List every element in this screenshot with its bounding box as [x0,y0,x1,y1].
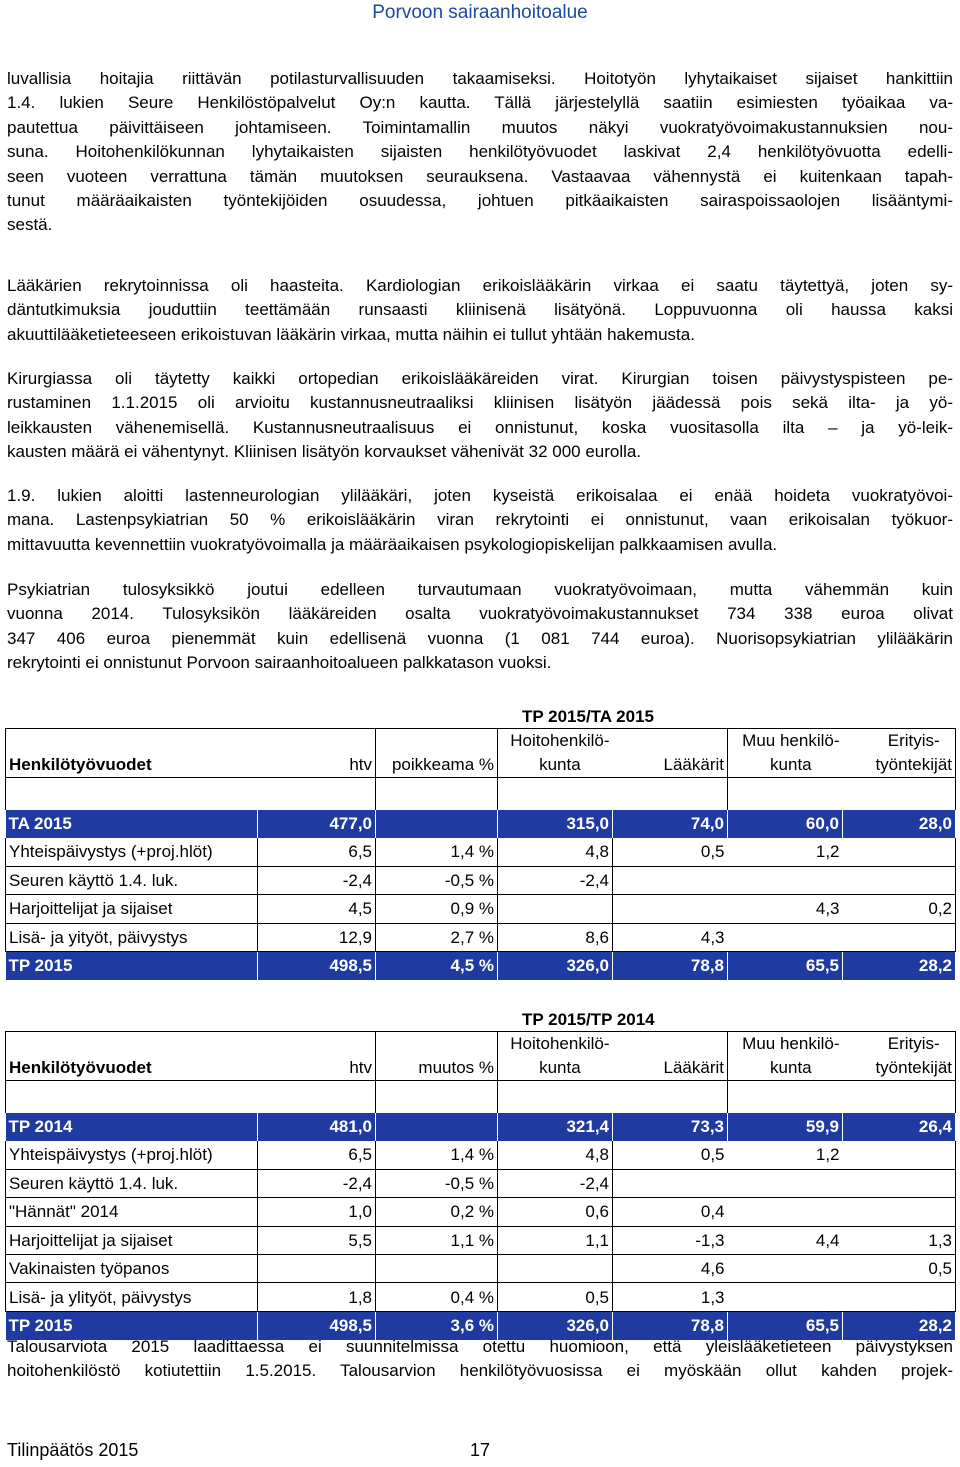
text-line: kausten määrä ei vähentynyt. Kliinisen lisätyön korvaukset vähenivät 32 000 eurolla. [7,442,642,462]
cell-value [376,810,498,838]
row-label: TP 2014 [6,1113,258,1141]
cell-value [376,1113,498,1141]
cell-value [498,1254,613,1282]
cell-value: 1,0 [258,1198,376,1226]
text-line: Lääkärien rekrytoinnissa oli haasteita. Kardiologian erikoislääkärin virkaa ei saatu täytettyä, joten sy- [7,276,953,295]
table-row [6,951,956,979]
cell-value [728,1169,843,1197]
cell-value: 315,0 [498,810,613,838]
cell-value [728,1198,843,1226]
text-line: hoitohenkilöstö kotiutettiin 1.5.2015. Talousarvion henkilötyövuosissa ei myöskään ollut kahden projek- [7,1361,953,1381]
text-line: 1.4. lukien Seure Henkilöstöpalvelut Oy:n kautta. Tällä järjestelyllä saatiin esimiesten työaikaa va- [7,93,953,113]
cell-value: 12,9 [258,923,376,951]
cell-value: 59,9 [728,1113,843,1141]
paragraph [7,67,953,238]
cell-value: 0,5 [843,1254,956,1282]
cell-value: 28,2 [843,1311,956,1339]
cell-value [728,866,843,894]
column-header: Erityis- työntekijät [875,731,952,774]
text-line: Psykiatrian tulosyksikkö joutui edelleen turvautumaan vuokratyövoimaan, mutta vähemmän kuin [7,580,953,599]
cell-value: -2,4 [258,1169,376,1197]
cell-value: -2,4 [498,1169,613,1197]
column-header: Erityis- työntekijät [875,1034,952,1077]
table2-title: TP 2015/TP 2014 [522,1010,655,1029]
text-line: pautettua päivittäiseen johtamiseen. Toimintamallin muutos näkyi vuokratyövoimakustannuksien nou- [7,117,953,137]
cell-value: -0,5 % [376,1169,498,1197]
cell-value: 60,0 [728,810,843,838]
table-tp2015-ta2015 [5,728,956,980]
table-row [6,838,956,866]
table1-title: TP 2015/TA 2015 [522,707,654,726]
row-label: Vakinaisten työpanos [6,1254,258,1282]
text-line: rekrytointi ei onnistunut Porvoon sairaanhoitoalueen palkkatason vuoksi. [7,653,552,673]
cell-value: 4,3 [613,923,728,951]
paragraph [7,578,953,676]
cell-value: 4,6 [613,1254,728,1282]
paragraph [7,367,953,465]
cell-value: 0,2 % [376,1198,498,1226]
cell-value [843,838,956,866]
row-label: TP 2015 [6,1311,258,1339]
cell-value: 1,2 [728,1141,843,1169]
table-row [6,1113,956,1141]
cell-value: 4,3 [728,895,843,923]
cell-value: 4,5 % [376,951,498,979]
text-line: leikkausten vähenemisellä. Kustannusneutraalisuus ei onnistunut, koska vuositasolla ilta – ja yö-leik- [7,417,953,437]
cell-value: 78,8 [613,1311,728,1339]
cell-value [728,1283,843,1311]
row-label: Harjoittelijat ja sijaiset [6,895,258,923]
cell-value: 3,6 % [376,1311,498,1339]
cell-value [843,923,956,951]
cell-value: 1,4 % [376,1141,498,1169]
cell-value: 4,4 [728,1226,843,1254]
cell-value: 73,3 [613,1113,728,1141]
cell-value [728,923,843,951]
row-label: Yhteispäivystys (+proj.hlöt) [6,1141,258,1169]
cell-value [376,1254,498,1282]
cell-value: 65,5 [728,1311,843,1339]
row-label: Seuren käyttö 1.4. luk. [6,866,258,894]
row-label: Lisä- ja yityöt, päivystys [6,923,258,951]
cell-value: 1,1 [498,1226,613,1254]
row-label: Lisä- ja ylityöt, päivystys [6,1283,258,1311]
cell-value: 498,5 [258,951,376,979]
page-header-title: Porvoon sairaanhoitoalue [372,2,588,23]
row-label: TP 2015 [6,951,258,979]
cell-value [498,895,613,923]
table-row [6,1169,956,1197]
column-header: Lääkärit [663,755,724,774]
table-row [6,923,956,951]
cell-value: 498,5 [258,1311,376,1339]
cell-value: 1,2 [728,838,843,866]
text-line: rustaminen 1.1.2015 oli arvioitu kustannusneutraaliksi kliinisen lisätyön jäädessä pois sekä ilta- ja yö- [7,393,953,413]
cell-value [843,1141,956,1169]
closing-text [7,1335,953,1384]
column-header: muutos % [418,1058,494,1077]
cell-value: 78,8 [613,951,728,979]
cell-value: 321,4 [498,1113,613,1141]
column-header: Muu henkilö- kunta [742,731,840,774]
cell-value: 4,8 [498,1141,613,1169]
text-line: 347 406 euroa pienemmät kuin edellisenä vuonna (1 081 744 euroa). Nuorisopsykiatrian ylilääkärin [7,628,953,648]
cell-value: 0,5 [613,1141,728,1169]
paragraph [7,274,953,347]
cell-value [843,1283,956,1311]
paragraph [7,484,953,557]
cell-value: 74,0 [613,810,728,838]
cell-value: -2,4 [258,866,376,894]
cell-value: 1,3 [613,1283,728,1311]
cell-value: -0,5 % [376,866,498,894]
cell-value: 8,6 [498,923,613,951]
cell-value: 5,5 [258,1226,376,1254]
text-line: däntutkimuksia jouduttiin teettämään runsaasti kliinisenä lisätyönä. Loppuvuonna oli haussa kaksi [7,300,953,320]
text-line: akuuttilääketieteeseen erikoistuvan lääkärin virkaa, mutta näihin ei tullut yhtään hakemusta. [7,324,695,344]
column-header: Henkilötyövuodet [9,1058,152,1077]
cell-value: 1,1 % [376,1226,498,1254]
cell-value: 28,0 [843,810,956,838]
row-label: TA 2015 [6,810,258,838]
text-line: sestä. [7,215,53,235]
row-label: "Hännät" 2014 [6,1198,258,1226]
text-line: luvallisia hoitajia riittävän potilasturvallisuuden takaamiseksi. Hoitotyön lyhytaikaiset sijaiset hankittiin [7,69,953,88]
cell-value: 326,0 [498,951,613,979]
column-header: Lääkärit [663,1058,724,1077]
cell-value: 0,9 % [376,895,498,923]
text-line: Kirurgiassa oli täytetty kaikki ortopedian erikoislääkäreiden virat. Kirurgian toisen päivystyspisteen pe- [7,369,953,388]
cell-value: 4,5 [258,895,376,923]
cell-value: 0,5 [498,1283,613,1311]
text-line: Talousarviota 2015 laadittaessa ei suunnitelmissa otettu huomioon, että yleislääketieteen päivystyksen [7,1337,953,1356]
cell-value: 0,4 % [376,1283,498,1311]
cell-value: 326,0 [498,1311,613,1339]
cell-value: 1,8 [258,1283,376,1311]
table-row [6,1141,956,1169]
cell-value [613,866,728,894]
table-row [6,1198,956,1226]
footer-report-name: Tilinpäätös 2015 [7,1440,139,1460]
text-line: tunut määräaikaisten työntekijöiden osuudessa, johtuen pitkäaikaisten sairaspoissaolojen lisääntymi- [7,191,953,211]
table-row [6,810,956,838]
column-header: Hoitohenkilö- kunta [510,1034,610,1077]
text-line: vuonna 2014. Tulosyksikön lääkäreiden osalta vuokratyövoimakustannukset 734 338 euroa olivat [7,604,953,624]
cell-value: -2,4 [498,866,613,894]
table-row [6,1283,956,1311]
column-header: htv [349,755,372,774]
cell-value: 0,5 [613,838,728,866]
cell-value: 2,7 % [376,923,498,951]
table-row [6,866,956,894]
cell-value: 0,2 [843,895,956,923]
cell-value: 0,6 [498,1198,613,1226]
cell-value: 477,0 [258,810,376,838]
table-row [6,895,956,923]
cell-value: 26,4 [843,1113,956,1141]
column-header: poikkeama % [391,755,494,774]
text-line: seen vuoteen verrattuna tämän muutoksen seurauksena. Vastaavaa vähennystä ei kuitenkaan tapah- [7,166,953,186]
cell-value [613,1169,728,1197]
cell-value: 65,5 [728,951,843,979]
cell-value [843,1198,956,1226]
table-tp2015-tp2014 [5,1031,956,1340]
column-header: Hoitohenkilö- kunta [510,731,610,774]
column-header: Muu henkilö- kunta [742,1034,840,1077]
text-line: mana. Lastenpsykiatrian 50 % erikoislääkärin viran rekrytointi ei onnistunut, vaan erikoisalan työkuor- [7,510,953,530]
cell-value [613,895,728,923]
column-header: htv [349,1058,372,1077]
cell-value: 6,5 [258,838,376,866]
cell-value: 4,8 [498,838,613,866]
cell-value: 1,3 [843,1226,956,1254]
cell-value [258,1254,376,1282]
footer-page-number: 17 [470,1440,491,1460]
cell-value: 1,4 % [376,838,498,866]
cell-value [843,866,956,894]
text-line: 1.9. lukien aloitti lastenneurologian ylilääkäri, joten kyseistä erikoisalaa ei enää hoideta vuokratyövoi- [7,486,953,505]
column-header: Henkilötyövuodet [9,755,152,774]
cell-value: 481,0 [258,1113,376,1141]
row-label: Yhteispäivystys (+proj.hlöt) [6,838,258,866]
table-row [6,1254,956,1282]
cell-value: 0,4 [613,1198,728,1226]
cell-value [843,1169,956,1197]
cell-value: -1,3 [613,1226,728,1254]
cell-value: 28,2 [843,951,956,979]
cell-value [728,1254,843,1282]
table-row [6,1226,956,1254]
text-line: suna. Hoitohenkilökunnan lyhytaikaisten sijaisten henkilötyövuodet laskivat 2,4 henkilötyövuotta edelli- [7,142,953,162]
text-line: mittavuutta kevennettiin vuokratyövoimalla ja määräaikaisen psykologiopiskelijan palkkaamisen avulla. [7,534,778,554]
cell-value: 6,5 [258,1141,376,1169]
row-label: Seuren käyttö 1.4. luk. [6,1169,258,1197]
row-label: Harjoittelijat ja sijaiset [6,1226,258,1254]
